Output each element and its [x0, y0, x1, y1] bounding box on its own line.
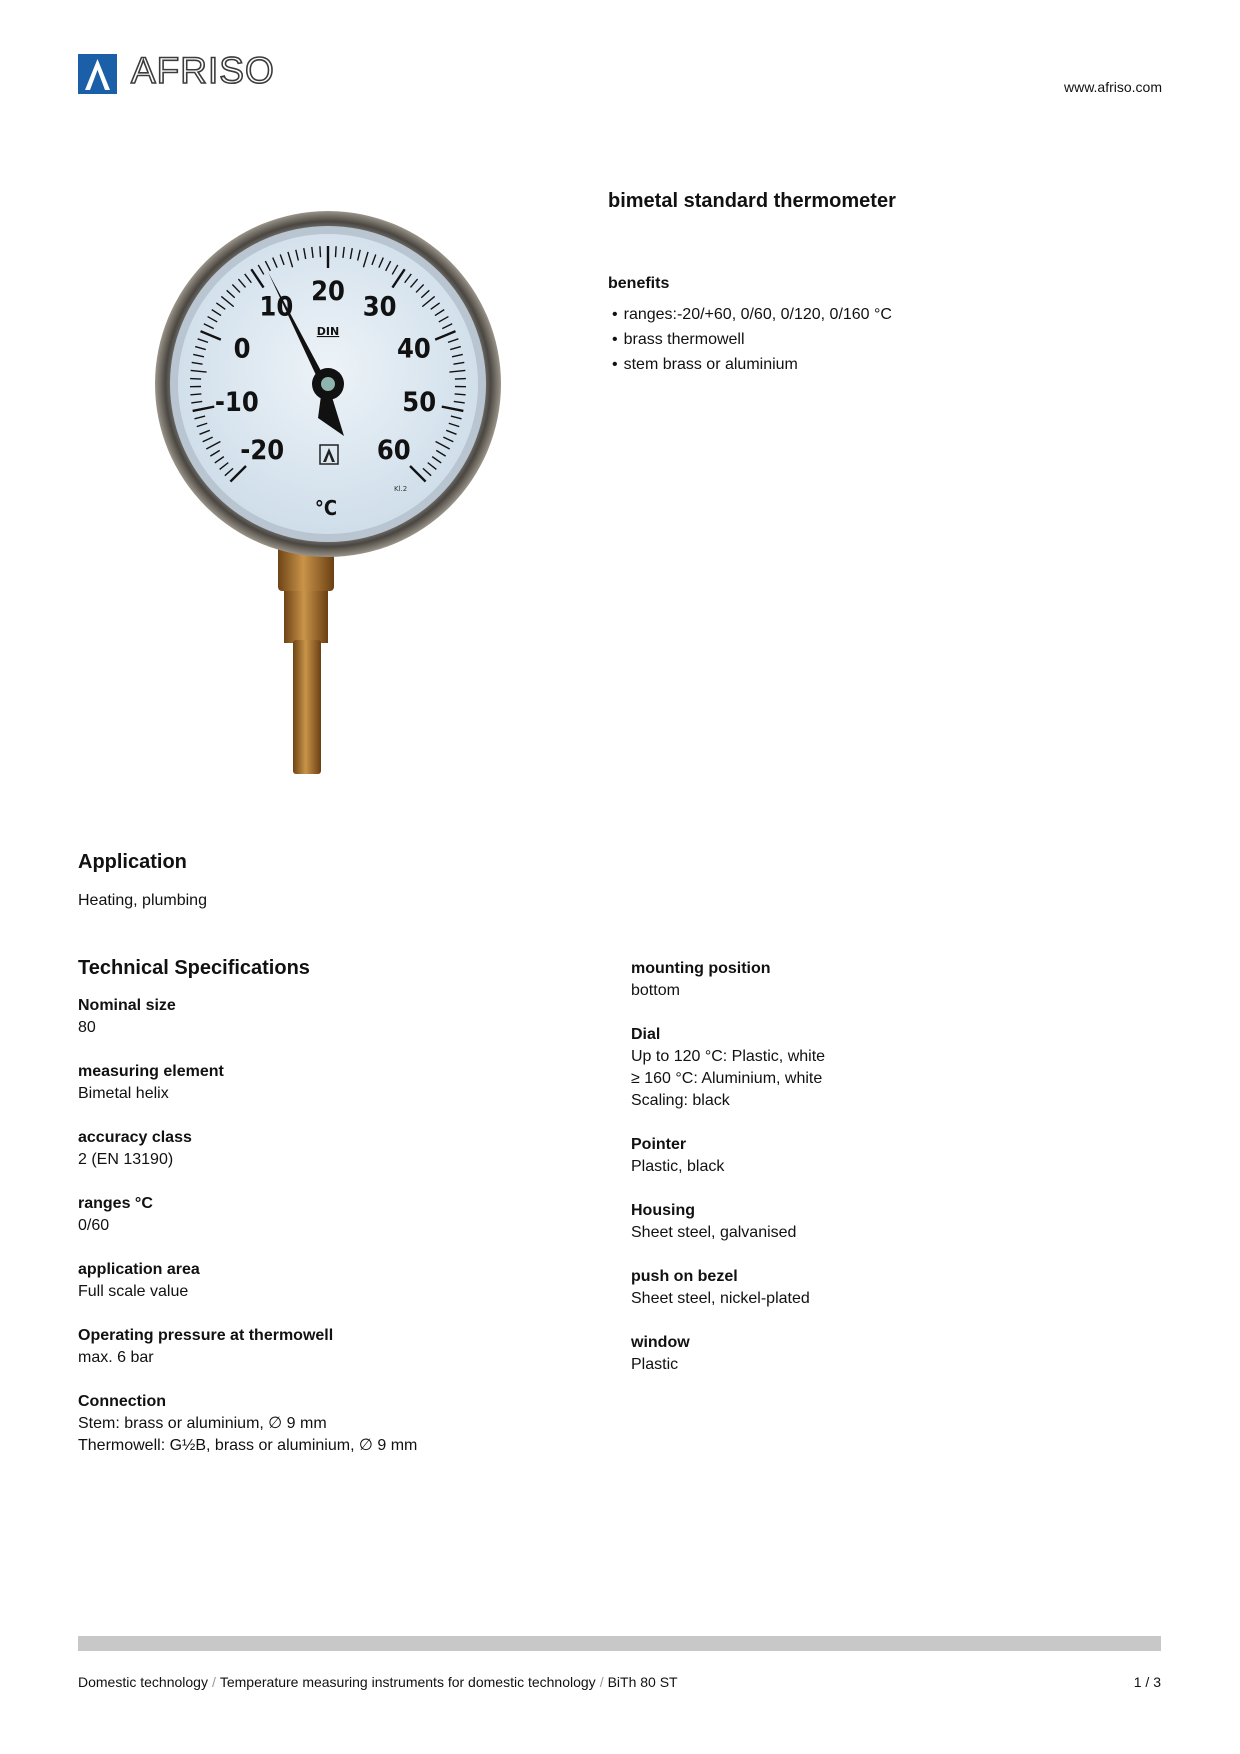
page-number: 1 / 3	[1133, 1674, 1161, 1690]
breadcrumb-item[interactable]: Domestic technology	[78, 1674, 208, 1690]
spec-label: Operating pressure at thermowell	[78, 1327, 334, 1344]
spec-value: bottom	[631, 982, 680, 999]
breadcrumb-item[interactable]: BiTh 80 ST	[607, 1674, 678, 1690]
spec-value: Sheet steel, galvanised	[631, 1224, 797, 1241]
spec-label: application area	[78, 1261, 200, 1278]
benefit-item: • brass thermowell	[612, 330, 892, 355]
dial-tick	[320, 246, 321, 257]
dial-label: 20	[311, 276, 345, 307]
application-heading: Application	[78, 851, 187, 873]
dial-tick	[335, 246, 336, 257]
spec-value: Full scale value	[78, 1283, 189, 1300]
benefits-list	[612, 305, 892, 380]
spec-value: Thermowell: G½B, brass or aluminium, ∅ 9 mm	[78, 1437, 418, 1454]
spec-value: max. 6 bar	[78, 1349, 154, 1366]
benefits-heading: benefits	[608, 275, 670, 292]
spec-label: window	[631, 1334, 690, 1351]
spec-value: Scaling: black	[631, 1092, 730, 1109]
breadcrumb-separator: /	[599, 1674, 604, 1690]
spec-value: Bimetal helix	[78, 1085, 169, 1102]
class-mark: Kl.2	[394, 485, 408, 493]
dial-tick	[190, 394, 201, 395]
spec-item	[78, 1127, 548, 1171]
spec-item	[78, 1391, 548, 1457]
spec-value: Plastic, black	[631, 1158, 725, 1175]
spec-label: ranges °C	[78, 1195, 153, 1212]
spec-label: Nominal size	[78, 997, 176, 1014]
spec-label: Connection	[78, 1393, 166, 1410]
spec-item	[78, 1193, 548, 1237]
breadcrumb-separator: /	[211, 1674, 216, 1690]
spec-label: measuring element	[78, 1063, 224, 1080]
spec-item	[631, 1134, 1101, 1178]
spec-item	[631, 1024, 1101, 1112]
breadcrumb	[78, 1674, 678, 1690]
dial-label: 60	[376, 434, 411, 466]
spec-item	[631, 1266, 1101, 1310]
website-url[interactable]: www.afriso.com	[1063, 79, 1162, 95]
spec-value: Plastic	[631, 1356, 679, 1373]
dial-label: 30	[362, 291, 397, 323]
spec-value: 80	[78, 1019, 96, 1036]
spec-value: ≥ 160 °C: Aluminium, white	[631, 1070, 823, 1087]
dial-tick	[455, 394, 466, 395]
unit-label: °C	[314, 496, 338, 520]
dial-label: -20	[240, 434, 285, 466]
spec-value: Up to 120 °C: Plastic, white	[631, 1048, 826, 1065]
thread	[284, 591, 328, 643]
dial-label: 10	[259, 291, 294, 323]
spec-value: 2 (EN 13190)	[78, 1151, 174, 1168]
application-text: Heating, plumbing	[78, 892, 207, 909]
pointer-hub-center	[321, 377, 335, 391]
logo-wordmark: AFRISO	[131, 50, 275, 91]
specs-heading: Technical Specifications	[78, 957, 310, 979]
dial-label: 40	[397, 333, 431, 365]
spec-item	[78, 1061, 548, 1105]
din-mark: DIN	[316, 325, 340, 338]
spec-item	[78, 1259, 548, 1303]
spec-label: Housing	[631, 1202, 695, 1219]
spec-item	[631, 1200, 1101, 1244]
spec-value: Sheet steel, nickel-plated	[631, 1290, 810, 1307]
stem	[293, 640, 321, 774]
specs-right-column	[631, 958, 1101, 1398]
benefit-item: • stem brass or aluminium	[612, 355, 892, 380]
benefit-item: • ranges:-20/+60, 0/60, 0/120, 0/160 °C	[612, 305, 892, 330]
afriso-logo-icon	[78, 54, 117, 94]
thermometer-image	[150, 208, 510, 778]
dial-label: -10	[214, 387, 259, 419]
spec-item	[631, 958, 1101, 1002]
spec-value: Stem: brass or aluminium, ∅ 9 mm	[78, 1415, 327, 1432]
footer-bar	[78, 1636, 1161, 1651]
afriso-logo	[78, 50, 308, 96]
spec-item	[78, 1325, 548, 1369]
spec-label: Pointer	[631, 1136, 687, 1153]
dial-label: 0	[233, 333, 251, 365]
spec-label: push on bezel	[631, 1268, 738, 1285]
dial-label: 50	[402, 387, 437, 419]
spec-value: 0/60	[78, 1217, 110, 1234]
specs-left-column	[78, 995, 548, 1479]
product-title: bimetal standard thermometer	[608, 190, 896, 212]
spec-item	[78, 995, 548, 1039]
breadcrumb-item[interactable]: Temperature measuring instruments for domestic technology	[219, 1674, 596, 1690]
spec-label: Dial	[631, 1026, 661, 1043]
spec-item	[631, 1332, 1101, 1376]
spec-label: mounting position	[631, 960, 771, 977]
spec-label: accuracy class	[78, 1129, 192, 1146]
